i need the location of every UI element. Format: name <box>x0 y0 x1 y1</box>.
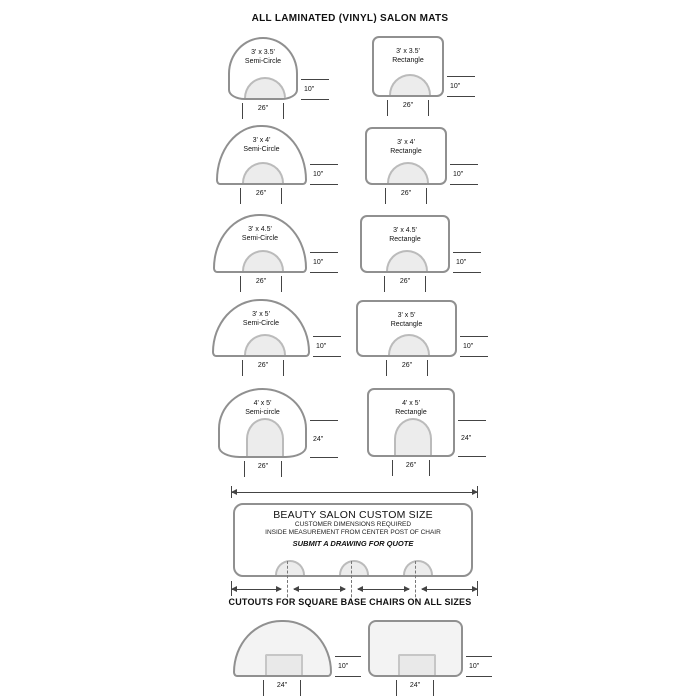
custom-note-2: INSIDE MEASUREMENT FROM CENTER POST OF CHAIR <box>265 529 441 536</box>
mat-size: 3' x 4.5' <box>248 226 272 233</box>
mat-label <box>358 311 455 329</box>
mat-shape-name: Rectangle <box>390 148 422 155</box>
height-dimension: 24" <box>458 420 486 457</box>
mat-shape-name: Rectangle <box>395 409 427 416</box>
custom-text-block <box>235 509 471 548</box>
height-dimension: 10" <box>453 252 481 273</box>
chair-cutout <box>387 162 429 183</box>
cutout-centerline <box>351 561 352 602</box>
cutout-spacing-arrow <box>421 584 478 593</box>
width-dimension: 26" <box>384 276 426 292</box>
mat-label <box>369 399 453 417</box>
chair-cutout <box>388 334 430 355</box>
width-dimension: 24" <box>263 680 301 696</box>
mat-size: 3' x 5' <box>397 312 416 319</box>
mat-label <box>374 47 442 65</box>
chair-cutout <box>339 560 369 575</box>
width-dimension: 24" <box>396 680 434 696</box>
chair-cutout <box>244 77 286 98</box>
mat-row4-rectangle <box>356 300 474 369</box>
mat-shape-name: Semi-Circle <box>244 58 282 65</box>
chair-cutout <box>275 560 305 575</box>
dimension-line <box>358 589 409 590</box>
dimension-line <box>422 589 477 590</box>
arrowhead-left-icon <box>421 586 427 592</box>
mat-label <box>218 136 305 154</box>
width-dimension: 26" <box>240 276 282 292</box>
square-cutout-semicircle-example <box>233 620 349 689</box>
mat-shape-name: Semi-Circle <box>242 320 280 327</box>
mat-label <box>230 48 296 66</box>
chair-cutout <box>246 418 284 456</box>
cutout-centerline <box>287 561 288 602</box>
cutout-spacing-arrow <box>231 584 282 593</box>
custom-note-1: CUSTOMER DIMENSIONS REQUIRED <box>294 521 412 528</box>
height-dimension: 10" <box>450 164 478 185</box>
mat-outline <box>233 620 332 677</box>
mat-row5-rectangle <box>367 388 472 469</box>
mat-row1-rectangle <box>372 36 461 109</box>
arrowhead-right-icon <box>404 586 410 592</box>
mat-shape-name: Semi-circle <box>245 409 280 416</box>
mat-row2-semicircle <box>216 125 324 197</box>
chair-cutout <box>389 74 431 95</box>
mat-outline <box>213 214 307 273</box>
mat-shape-name: Semi-Circle <box>243 146 280 153</box>
mat-outline <box>365 127 447 185</box>
mat-size: 3' x 3.5' <box>396 48 420 55</box>
custom-width-arrow <box>231 486 478 498</box>
square-cutout-heading: CUTOUTS FOR SQUARE BASE CHAIRS ON ALL SIZES <box>228 597 472 607</box>
width-dimension: 26" <box>240 188 282 204</box>
dimension-line <box>294 589 345 590</box>
chair-cutout <box>242 250 284 271</box>
width-dimension: 26" <box>387 100 429 116</box>
mat-outline <box>228 37 298 100</box>
cutout-spacing-arrow <box>293 584 346 593</box>
arrowhead-left-icon <box>357 586 363 592</box>
dimension-tick <box>477 486 478 498</box>
dimension-tick <box>477 581 478 596</box>
mat-label <box>362 226 448 244</box>
width-dimension: 26" <box>386 360 428 376</box>
height-dimension: 10" <box>460 336 488 357</box>
chair-cutout <box>386 250 428 271</box>
mat-size: 4' x 5' <box>402 400 420 407</box>
height-dimension: 10" <box>310 164 338 185</box>
mat-label <box>214 310 308 328</box>
mat-row5-semicircle <box>218 388 324 470</box>
mat-outline <box>218 388 307 458</box>
mat-shape-name: Semi-Circle <box>241 235 279 242</box>
height-dimension: 10" <box>335 656 361 677</box>
mat-outline <box>368 620 463 677</box>
dimension-line <box>232 492 477 493</box>
dimension-tick <box>231 486 232 498</box>
width-dimension: 26" <box>385 188 427 204</box>
mat-outline <box>216 125 307 185</box>
chair-cutout <box>242 162 284 183</box>
square-chair-cutout <box>398 654 436 675</box>
chair-cutout <box>244 334 286 355</box>
mat-outline <box>212 299 310 357</box>
dimension-tick <box>231 581 232 596</box>
arrowhead-right-icon <box>276 586 282 592</box>
mat-shape-name: Rectangle <box>390 321 423 328</box>
height-dimension: 24" <box>310 420 338 458</box>
arrowhead-left-icon <box>293 586 299 592</box>
custom-size-mat <box>233 503 473 577</box>
mat-row2-rectangle <box>365 127 464 197</box>
height-dimension: 10" <box>313 336 341 357</box>
mat-label <box>367 138 445 156</box>
square-chair-cutout <box>265 654 303 675</box>
arrowhead-right-icon <box>340 586 346 592</box>
width-dimension: 26" <box>242 103 284 119</box>
width-dimension: 26" <box>242 360 284 376</box>
mat-size: 4' x 5' <box>253 400 272 407</box>
mat-size: 3' x 4' <box>397 139 415 146</box>
mat-size: 3' x 3.5' <box>251 49 275 56</box>
height-dimension: 10" <box>301 79 329 100</box>
cutout-centerline <box>415 561 416 602</box>
mat-row1-semicircle <box>228 37 315 112</box>
chair-cutout <box>403 560 433 575</box>
width-dimension: 26" <box>392 460 430 476</box>
mat-outline <box>356 300 457 357</box>
mat-shape-name: Rectangle <box>389 236 421 243</box>
height-dimension: 10" <box>447 76 475 97</box>
mat-row3-semicircle <box>213 214 324 285</box>
mat-outline <box>372 36 444 97</box>
mat-outline <box>360 215 450 273</box>
square-cutout-rectangle-example <box>368 620 480 689</box>
cutout-spacing-arrow <box>357 584 410 593</box>
mat-size: 3' x 5' <box>252 311 270 318</box>
mat-shape-name: Rectangle <box>392 57 424 64</box>
mat-row3-rectangle <box>360 215 467 285</box>
custom-title: BEAUTY SALON CUSTOM SIZE <box>273 509 433 521</box>
mat-row4-semicircle <box>212 299 327 369</box>
mat-outline <box>367 388 455 457</box>
mat-size: 3' x 4.5' <box>393 227 417 234</box>
chair-cutout <box>394 418 432 455</box>
custom-quote-note: SUBMIT A DRAWING FOR QUOTE <box>292 539 414 548</box>
dimension-line <box>232 589 281 590</box>
height-dimension: 10" <box>466 656 492 677</box>
height-dimension: 10" <box>310 252 338 273</box>
page-title: ALL LAMINATED (VINYL) SALON MATS <box>251 13 449 24</box>
mat-size: 3' x 4' <box>252 137 271 144</box>
width-dimension: 26" <box>244 461 282 477</box>
mat-label <box>220 399 305 417</box>
mat-label <box>215 225 305 243</box>
